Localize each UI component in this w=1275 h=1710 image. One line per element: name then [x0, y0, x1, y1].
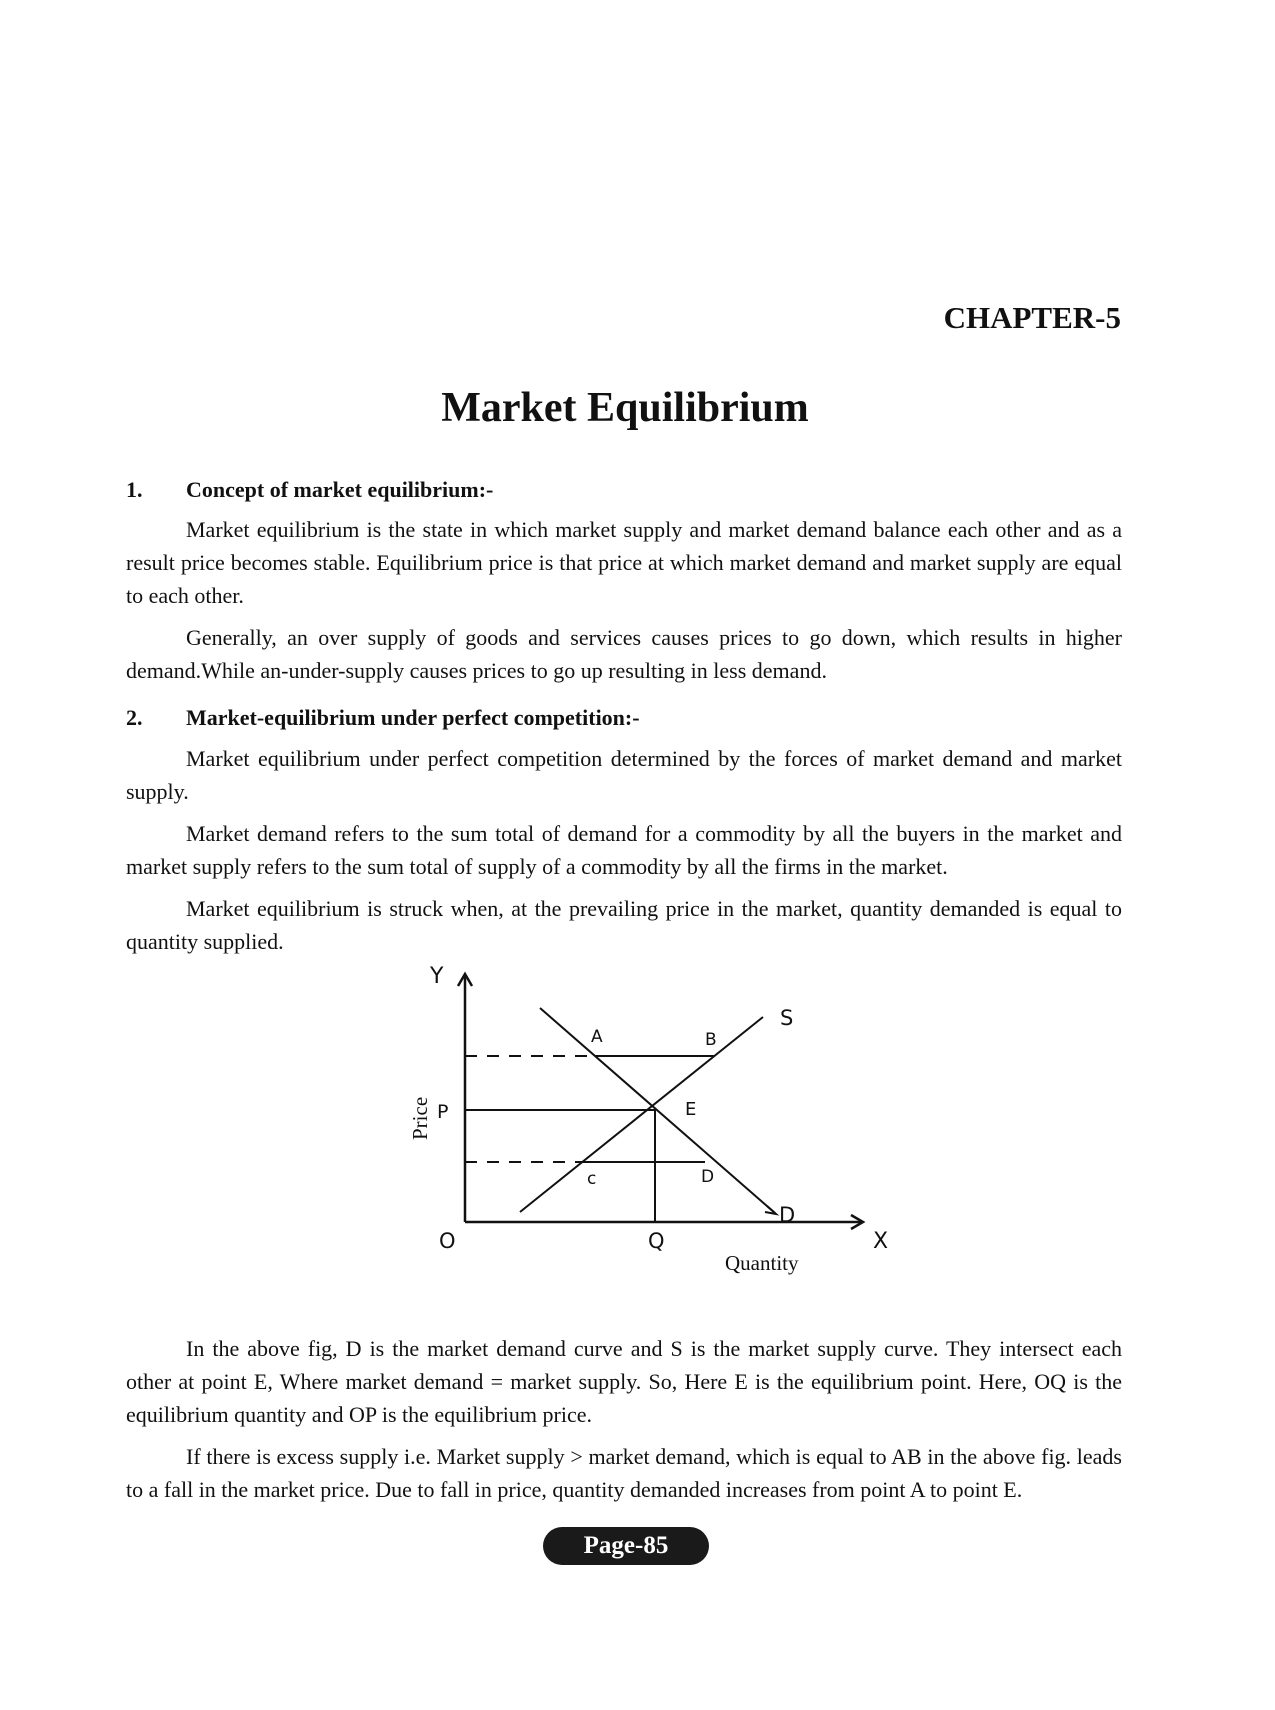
section-2-heading: [126, 701, 640, 734]
market-equilibrium-figure: [385, 950, 925, 1300]
quantity-axis-title: Quantity: [725, 1251, 799, 1275]
page-number-badge: Page-85: [543, 1527, 709, 1565]
paragraph: Market equilibrium is the state in which market supply and market demand balance each other and as a result price becomes stable. Equilibrium price is that price at which market demand and market supply are equal to each other.: [126, 517, 1122, 608]
page-title: Market Equilibrium: [441, 385, 809, 431]
demand-curve-label: D: [779, 1203, 796, 1227]
point-e-label: E: [685, 1099, 697, 1120]
explanation-body: [126, 1332, 1122, 1506]
paragraph: Market equilibrium is struck when, at the prevailing price in the market, quantity demanded is equal to quantity supplied.: [126, 896, 1122, 954]
x-axis-label: X: [873, 1229, 889, 1254]
paragraph: Market equilibrium under perfect competition determined by the forces of market demand and market supply.: [126, 746, 1122, 804]
paragraph: In the above fig, D is the market demand curve and S is the market supply curve. They intersect each other at point E, Where market demand = market supply. So, Here E is the equilibrium point. Here, OQ is the equilibrium quantity and OP is the equilibrium price.: [126, 1336, 1122, 1427]
y-axis-label: Y: [430, 964, 444, 989]
supply-curve-label: S: [780, 1006, 794, 1030]
price-axis-title: Price: [408, 1096, 432, 1140]
paragraph: Market demand refers to the sum total of demand for a commodity by all the buyers in the market and market supply refers to the sum total of supply of a commodity by all the firms in the market.: [126, 821, 1122, 879]
quantity-mark-label: Q: [648, 1229, 665, 1253]
point-d-label: D: [701, 1167, 715, 1187]
section-2-body: [126, 742, 1122, 958]
section-2-number: 2.: [126, 705, 143, 730]
origin-label: O: [439, 1229, 456, 1253]
section-1-body: [126, 513, 1122, 687]
section-1-title: Concept of market equilibrium:-: [186, 477, 494, 502]
price-mark-label: P: [437, 1101, 449, 1123]
point-b-label: B: [705, 1030, 717, 1050]
demand-curve-arrow: [765, 1206, 776, 1214]
paragraph: If there is excess supply i.e. Market supply > market demand, which is equal to AB in the above fig. leads to a fall in the market price. Due to fall in price, quantity demanded increases from point A to point E.: [126, 1444, 1122, 1502]
section-2-title: Market-equilibrium under perfect competition:-: [186, 705, 640, 730]
point-c-label: c: [587, 1169, 597, 1189]
supply-curve: [520, 1017, 763, 1212]
chapter-number: CHAPTER-5: [943, 300, 1121, 335]
section-1-heading: [126, 473, 493, 506]
point-a-label: A: [591, 1027, 603, 1047]
equilibrium-diagram: [385, 950, 925, 1300]
section-1-number: 1.: [126, 477, 143, 502]
paragraph: Generally, an over supply of goods and services causes prices to go down, which results in higher demand.While an-under-supply causes prices to go up resulting in less demand.: [126, 625, 1122, 683]
